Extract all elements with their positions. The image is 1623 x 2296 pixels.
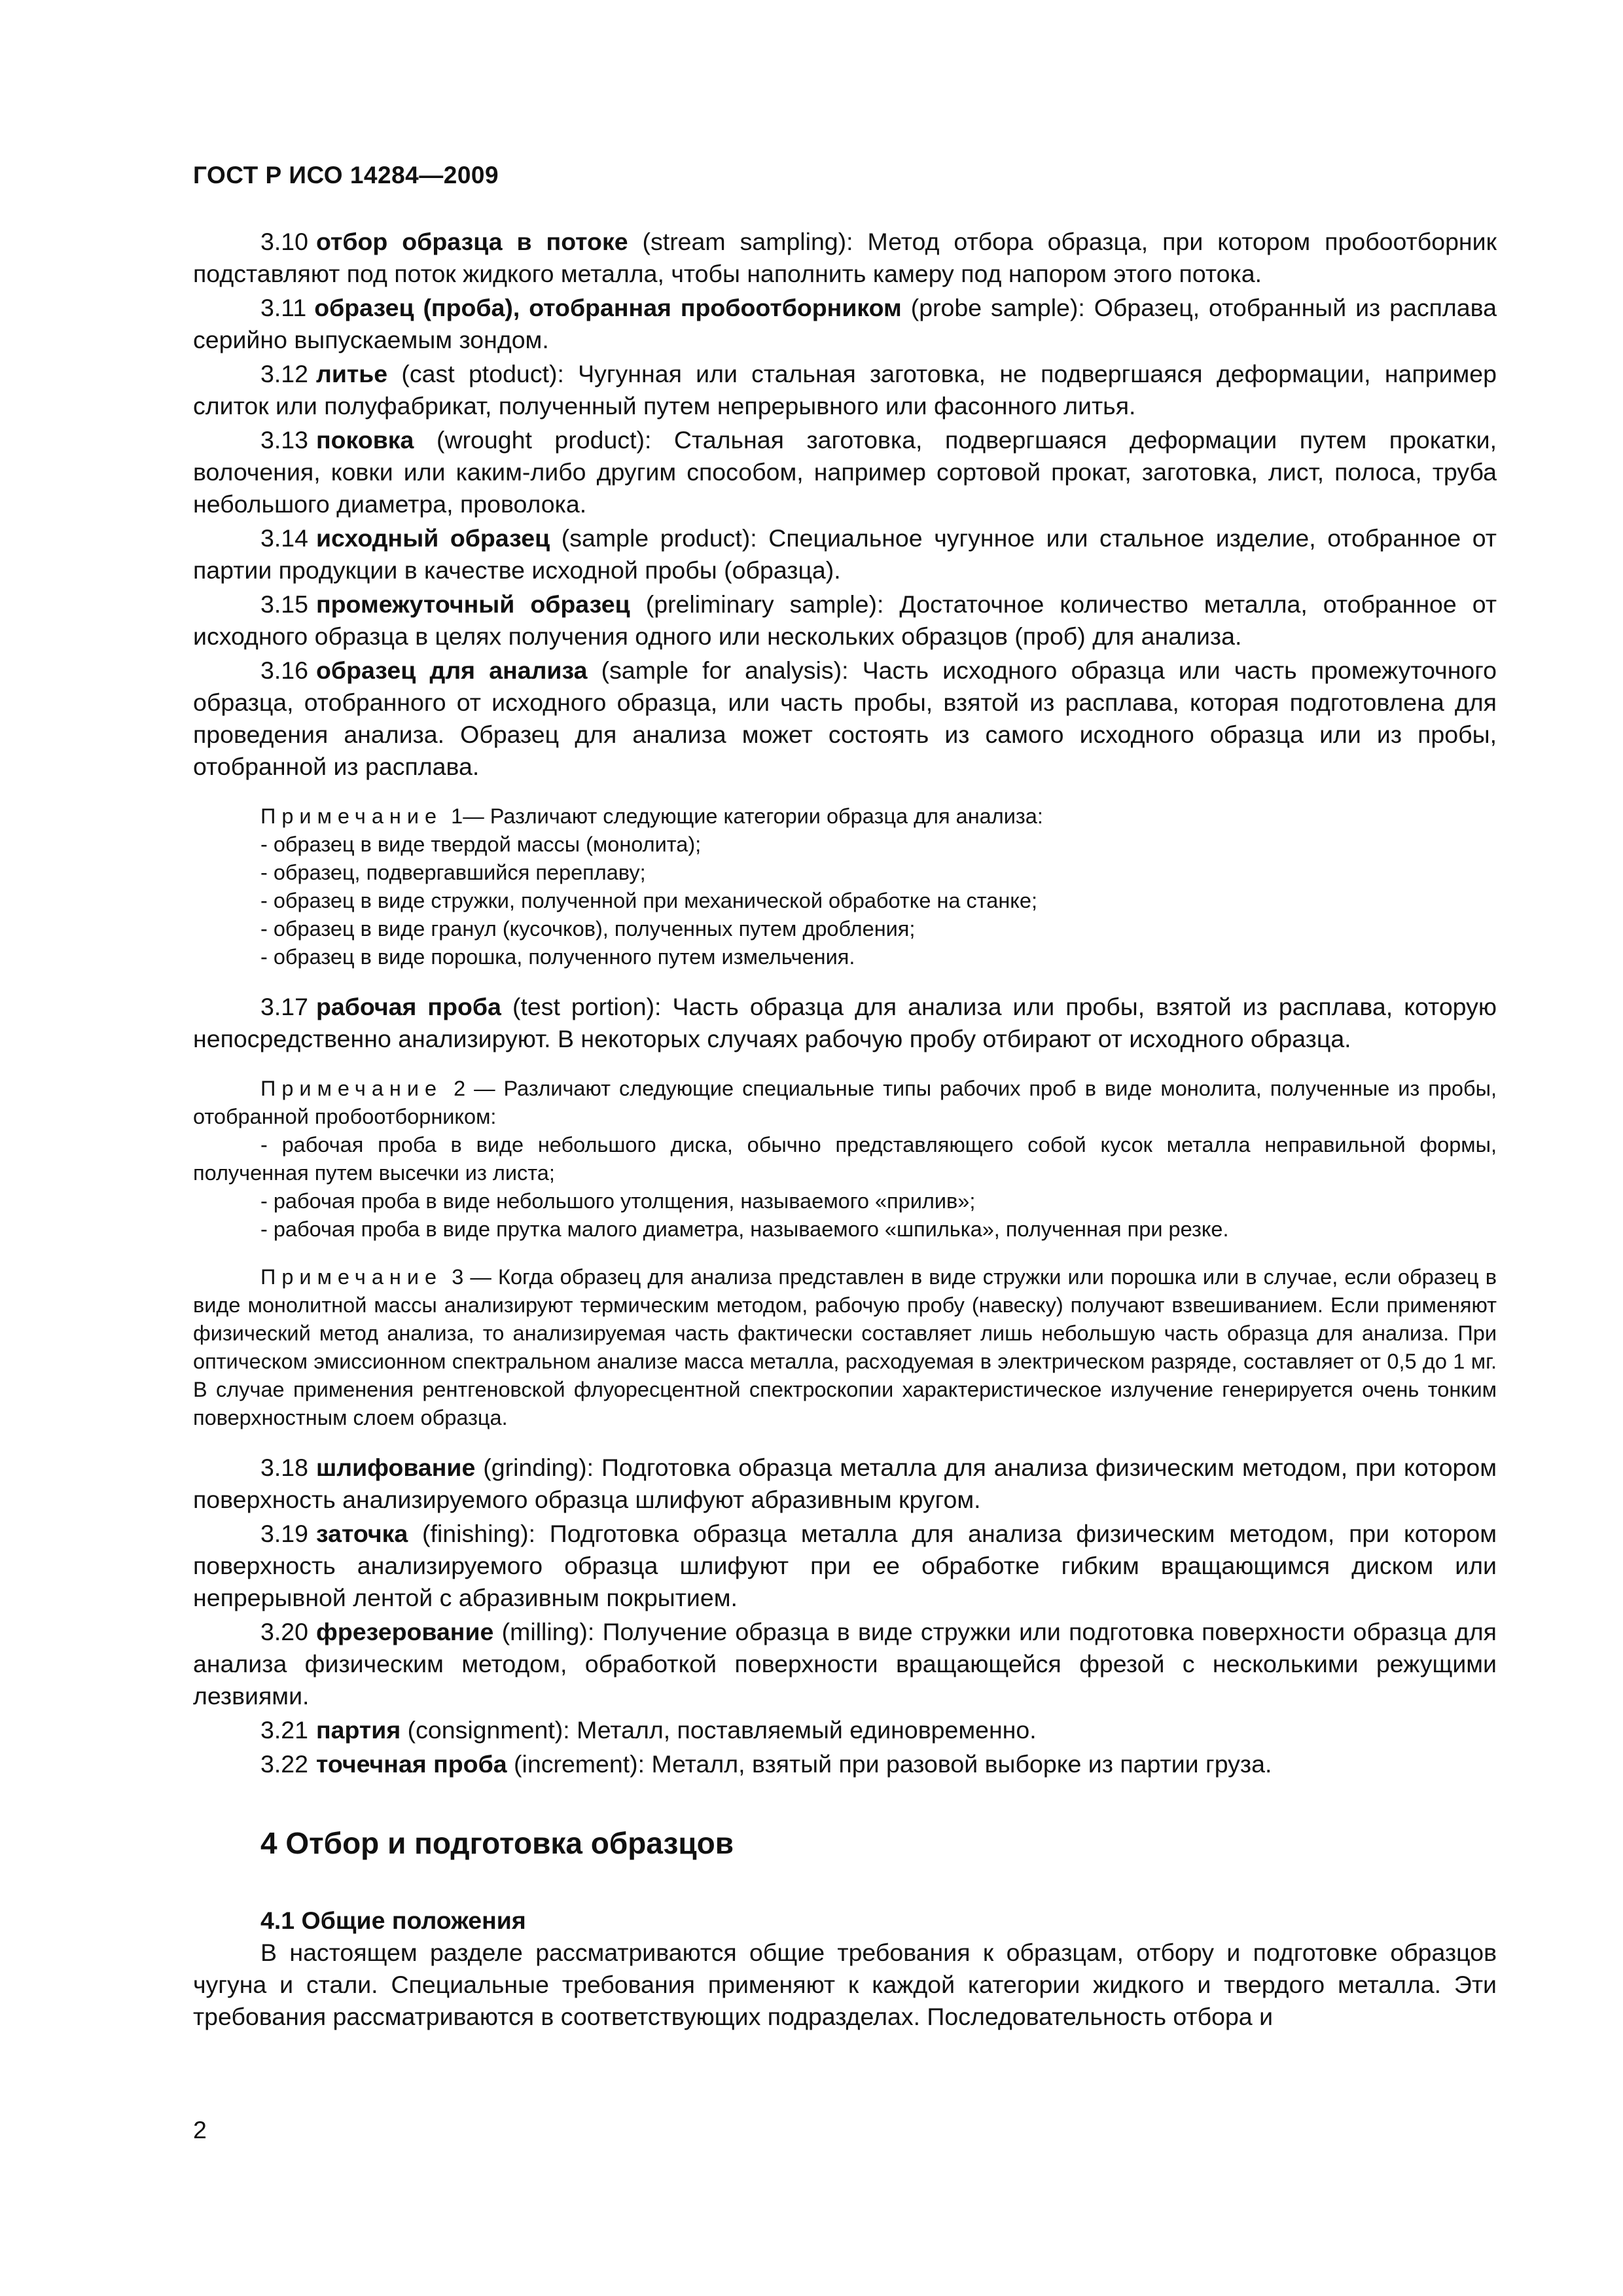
definition-text: (preliminary sample): Достаточное количество металла, отобранное от исходного образца в целях получения одного или нескольких образцов (проб) для анализа.	[193, 590, 1497, 650]
definition-term: литье	[316, 360, 388, 387]
note-label: Примечание	[260, 1077, 443, 1100]
note-2-item: - рабочая проба в виде небольшого утолщения, называемого «прилив»;	[260, 1189, 976, 1213]
section-4-1-paragraph: В настоящем разделе рассматриваются общие требования к образцам, отбору и подготовке образцов чугуна и стали. Специальные требования применяют к каждой категории жидкого и твердого металла. Эти требования рассматриваются в соответствующих подразделах. Последовательность отбора и	[193, 1939, 1497, 2030]
definition-number: 3.14	[260, 524, 308, 552]
note-text: 3 — Когда образец для анализа представлен в виде стружки или порошка или в случае, если образец в виде монолитной массы анализируют термическим методом, рабочую пробу (навеску) получают взвешиванием. Если применяют физический метод анализа, то анализируемая часть фактически составляет лишь небольшую часть образца для анализа. При оптическом эмиссионном спектральном анализе масса металла, расходуемая в электрическом разряде, составляет от 0,5 до 1 мг. В случае применения рентгеновской флуоресцентной спектроскопии характеристическое излучение генерируется очень тонким поверхностным слоем образца.	[193, 1265, 1497, 1429]
definition-text: (stream sampling): Метод отбора образца, при котором пробоотборник подставляют под поток жидкого металла, чтобы наполнить камеру под напором этого потока.	[193, 228, 1497, 287]
definition-term: шлифование	[316, 1454, 476, 1481]
definition-text: (test portion): Часть образца для анализа или пробы, взятой из расплава, которую непосредственно анализируют. В некоторых случаях рабочую пробу отбирают от исходного образца.	[193, 993, 1497, 1052]
definition-3-22	[193, 1748, 1497, 1780]
note-1	[193, 802, 1497, 971]
definition-term: рабочая проба	[316, 993, 501, 1020]
note-label: Примечание	[260, 804, 443, 828]
note-1-item: - образец в виде порошка, полученного путем измельчения.	[260, 945, 855, 969]
definition-number: 3.21	[260, 1716, 308, 1744]
definition-3-21	[193, 1714, 1497, 1746]
note-2-item: - рабочая проба в виде небольшого диска, обычно представляющего собой кусок металла неправильной формы, полученная путем высечки из листа;	[193, 1133, 1497, 1185]
definition-3-18	[193, 1452, 1497, 1516]
page-number: 2	[193, 2116, 207, 2144]
definition-3-10	[193, 226, 1497, 290]
definition-term: образец для анализа	[316, 656, 588, 684]
definition-term: заточка	[316, 1520, 408, 1547]
definition-number: 3.18	[260, 1454, 308, 1481]
definition-3-19	[193, 1518, 1497, 1614]
note-2-lead	[193, 1075, 1497, 1131]
definition-text: (sample product): Специальное чугунное или стальное изделие, отобранное от партии продукции в качестве исходной пробы (образца).	[193, 524, 1497, 584]
definition-text: (finishing): Подготовка образца металла для анализа физическим методом, при котором поверхность анализируемого образца шлифуют при ее обработке гибким вращающимся диском или непрерывной лентой с абразивным покрытием.	[193, 1520, 1497, 1611]
definition-text: (wrought product): Стальная заготовка, подвергшаяся деформации путем прокатки, волочения, ковки или каким-либо другим способом, например сортовой прокат, заготовка, лист, полоса, труба небольшого диаметра, проволока.	[193, 426, 1497, 518]
definition-3-14	[193, 522, 1497, 586]
note-1-item: - образец, подвергавшийся переплаву;	[260, 861, 646, 884]
definition-number: 3.22	[260, 1750, 308, 1778]
definition-number: 3.11	[260, 294, 307, 321]
note-text: 1— Различают следующие категории образца для анализа:	[445, 804, 1043, 828]
definition-number: 3.15	[260, 590, 308, 618]
definition-term: партия	[316, 1716, 401, 1744]
definition-3-11	[193, 292, 1497, 356]
definition-number: 3.13	[260, 426, 308, 454]
definition-text: (increment): Металл, взятый при разовой выборке из партии груза.	[507, 1750, 1272, 1778]
definition-3-16	[193, 655, 1497, 783]
definition-text: (consignment): Металл, поставляемый единовременно.	[401, 1716, 1037, 1744]
section-4-title: 4 Отбор и подготовка образцов	[260, 1826, 734, 1860]
note-3-text	[193, 1263, 1497, 1432]
definition-text: (sample for analysis): Часть исходного образца или часть промежуточного образца, отобранного от исходного образца, или часть пробы, взятой из расплава, которая подготовлена для проведения анализа. Образец для анализа может состоять из самого исходного образца или из пробы, отобранной из расплава.	[193, 656, 1497, 780]
definition-3-12	[193, 358, 1497, 422]
definition-text: (milling): Получение образца в виде стружки или подготовка поверхности образца для анализа физическим методом, обработкой поверхности вращающейся фрезой с несколькими режущими лезвиями.	[193, 1618, 1497, 1710]
note-3	[193, 1263, 1497, 1432]
definition-3-20	[193, 1616, 1497, 1712]
note-2-item: - рабочая проба в виде прутка малого диаметра, называемого «шпилька», полученная при резке.	[260, 1217, 1229, 1241]
definition-number: 3.16	[260, 656, 308, 684]
definition-3-15	[193, 588, 1497, 653]
document-code: ГОСТ Р ИСО 14284—2009	[193, 162, 499, 188]
definition-3-17	[193, 991, 1497, 1055]
definition-number: 3.17	[260, 993, 308, 1020]
definition-term: фрезерование	[316, 1618, 494, 1645]
definition-number: 3.10	[260, 228, 308, 255]
definition-3-13	[193, 424, 1497, 520]
definition-term: образец (проба), отобранная пробоотборником	[314, 294, 902, 321]
note-1-item: - образец в виде гранул (кусочков), полученных путем дробления;	[260, 917, 916, 941]
definition-number: 3.12	[260, 360, 308, 387]
definition-number: 3.19	[260, 1520, 308, 1547]
note-1-item: - образец в виде твердой массы (монолита);	[260, 833, 702, 856]
definition-text: (cast ptoduct): Чугунная или стальная заготовка, не подвергшаяся деформации, например слиток или полуфабрикат, полученный путем непрерывного или фасонного литья.	[193, 360, 1497, 420]
definition-text: (probe sample): Образец, отобранный из расплава серийно выпускаемым зондом.	[193, 294, 1497, 353]
definition-term: исходный образец	[316, 524, 550, 552]
definition-term: отбор образца в потоке	[316, 228, 628, 255]
note-label: Примечание	[260, 1265, 443, 1289]
definition-text: (grinding): Подготовка образца металла для анализа физическим методом, при котором поверхность анализируемого образца шлифуют абразивным кругом.	[193, 1454, 1497, 1513]
note-1-item: - образец в виде стружки, полученной при механической обработке на станке;	[260, 889, 1037, 912]
note-text: 2 — Различают следующие специальные типы рабочих проб в виде монолита, полученные из пробы, отобранной пробоотборником:	[193, 1077, 1497, 1128]
definition-term: поковка	[316, 426, 414, 454]
subsection-4-1-title: 4.1 Общие положения	[260, 1907, 526, 1934]
note-1-lead	[193, 802, 1497, 831]
definition-term: промежуточный образец	[316, 590, 630, 618]
definition-term: точечная проба	[316, 1750, 507, 1778]
note-2	[193, 1075, 1497, 1244]
definition-number: 3.20	[260, 1618, 308, 1645]
page-content	[193, 226, 1497, 2033]
